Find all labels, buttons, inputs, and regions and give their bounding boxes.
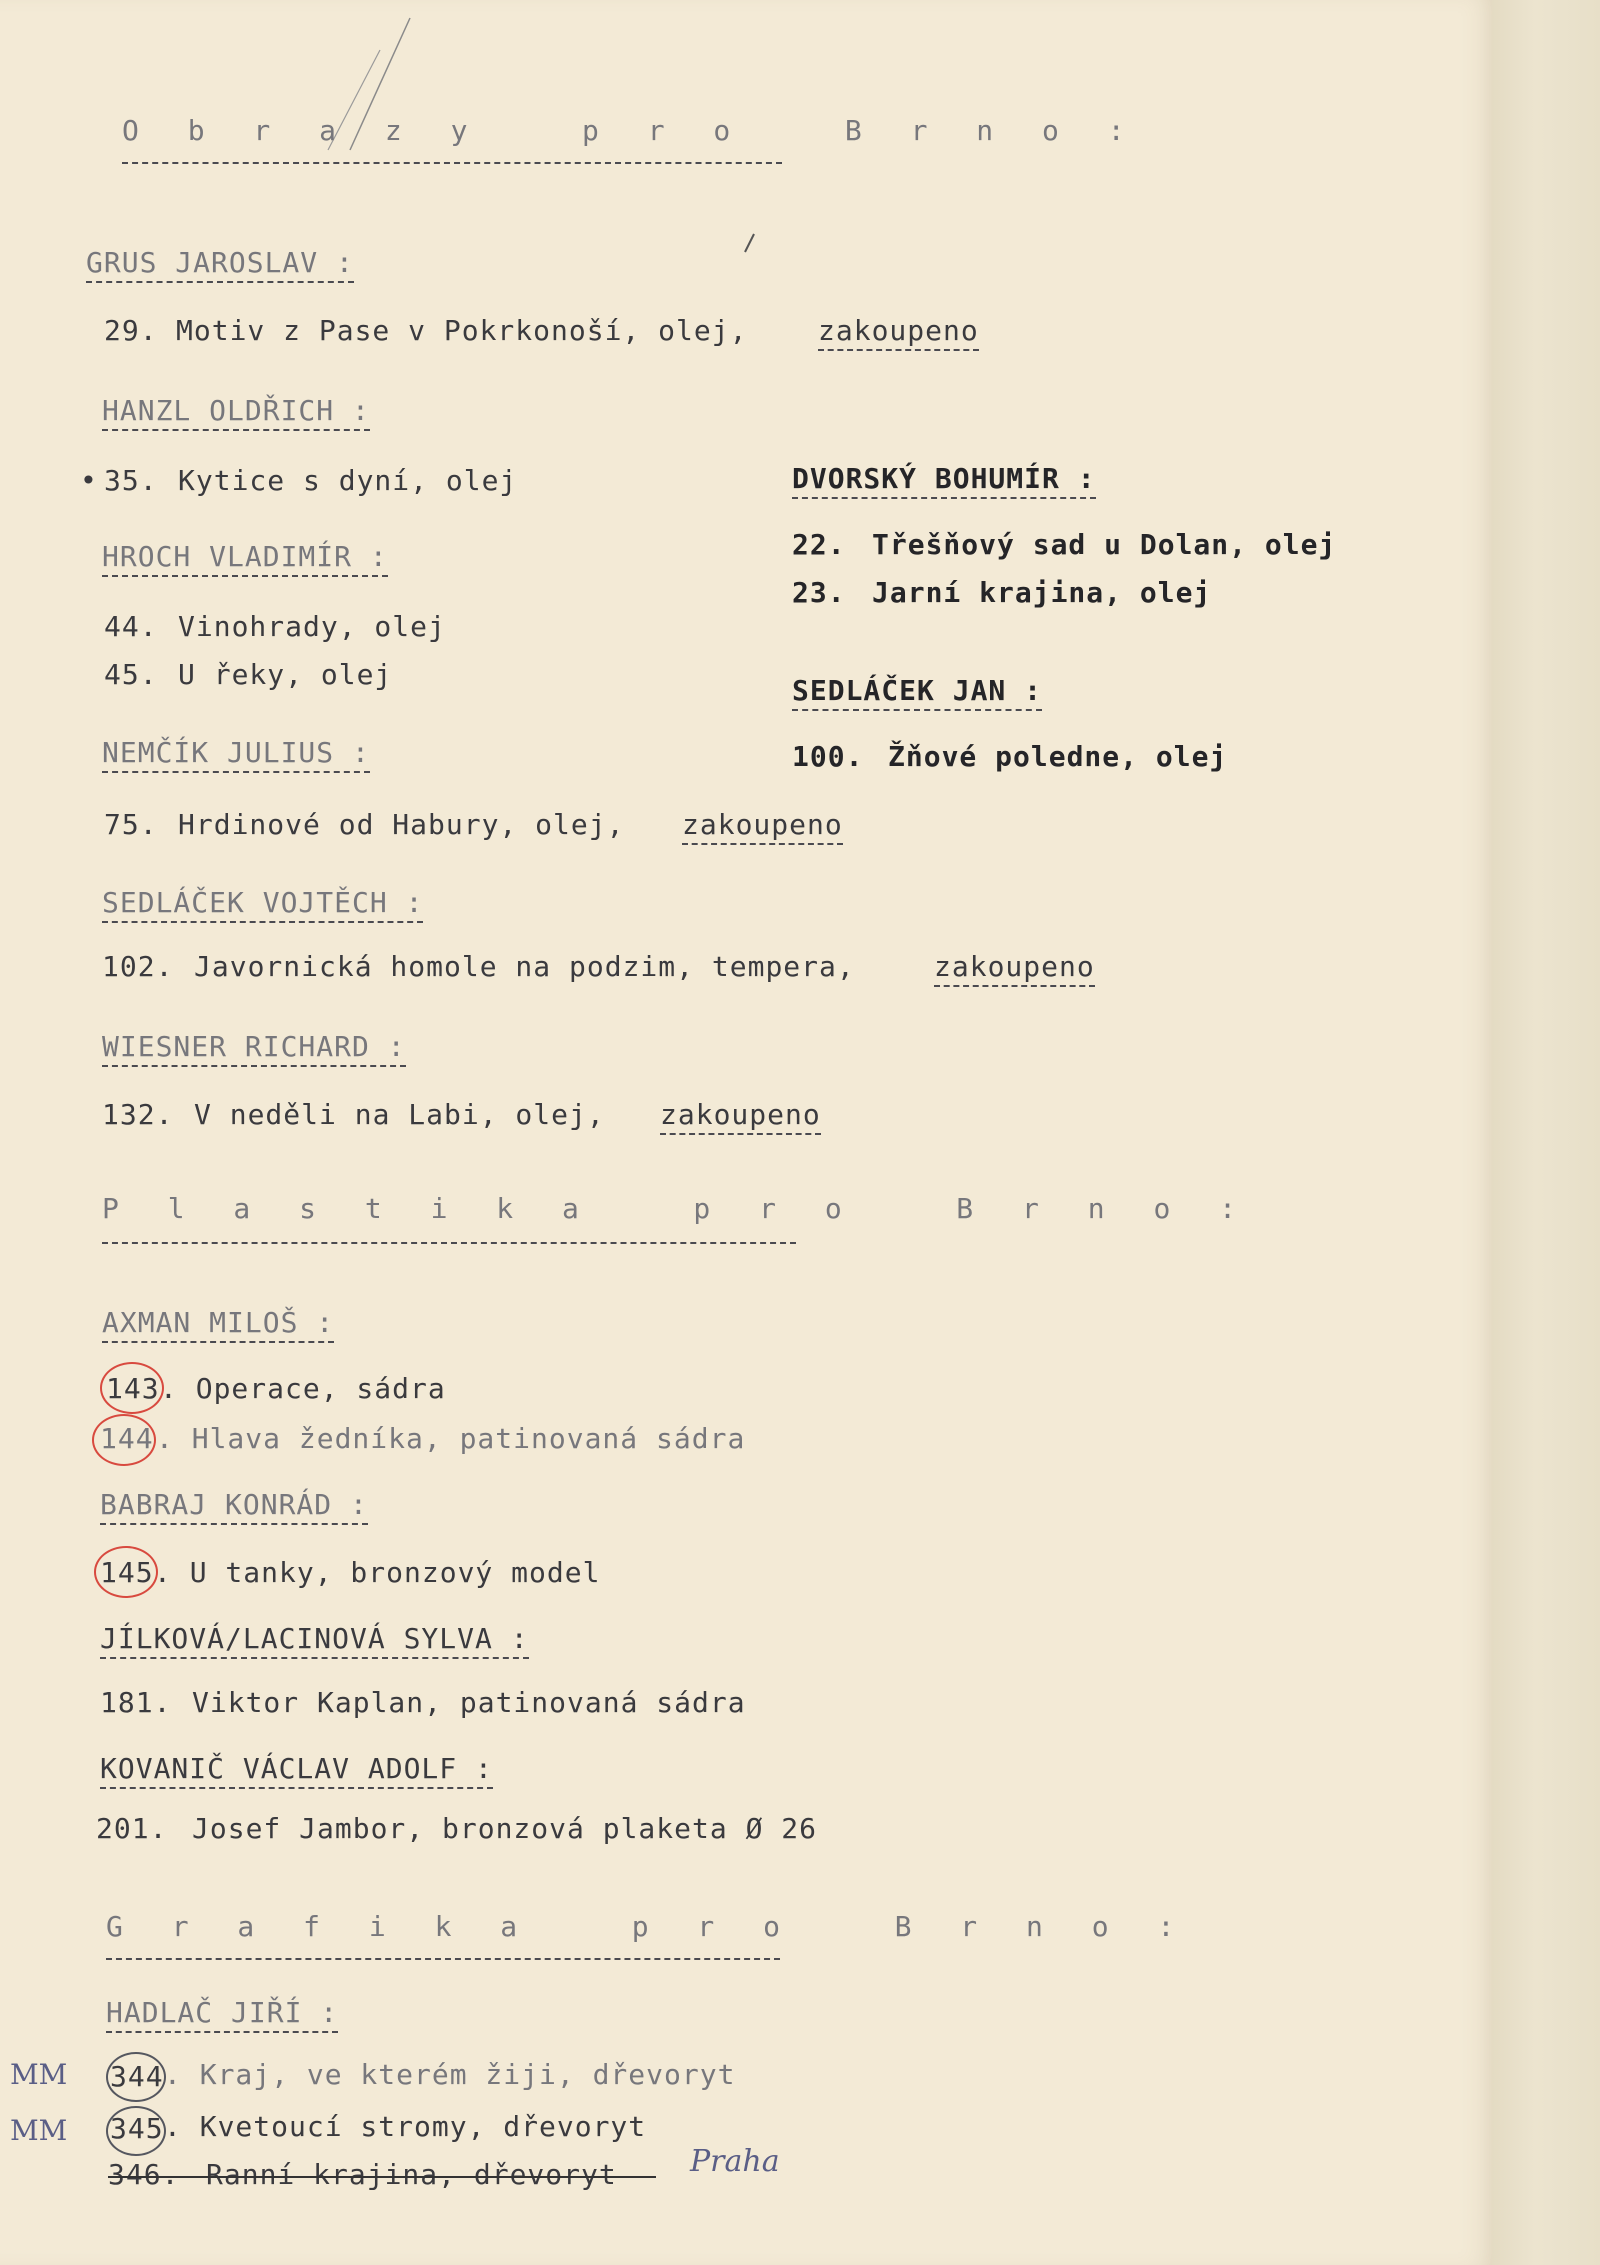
artwork-title: . Kvetoucí stromy, dřevoryt [164,2110,647,2143]
section-heading-grafika: G r a f i k a p r o B r n o : [106,1910,1191,1943]
section-underline [122,162,782,164]
section-heading-plastika: P l a s t i k a p r o B r n o : [102,1192,1253,1225]
artwork-number: 29. [104,314,158,347]
artist-name: GRUS JAROSLAV : [86,246,354,283]
artwork-number: 181. [100,1686,172,1719]
artist-name: SEDLÁČEK VOJTĚCH : [102,886,423,923]
artwork-number: 22. [792,528,846,561]
section-underline [102,1242,796,1244]
section-underline [106,1958,780,1960]
artist-name: HANZL OLDŘICH : [102,394,370,431]
artist-name: JÍLKOVÁ/LACINOVÁ SYLVA : [100,1622,529,1659]
artwork-number: 44. [104,610,158,643]
bullet-mark: • [80,464,98,497]
purchased-status: zakoupeno [682,808,843,845]
artwork-title: Viktor Kaplan, patinovaná sádra [192,1686,746,1719]
artwork-number: 45. [104,658,158,691]
artwork-number: 346. [108,2158,180,2191]
artwork-number: 201. [96,1812,168,1845]
artist-name: DVORSKÝ BOHUMÍR : [792,462,1096,499]
purchased-status: zakoupeno [818,314,979,351]
artist-name: HADLAČ JIŘÍ : [106,1996,338,2033]
artwork-title: Josef Jambor, bronzová plaketa Ø 26 [192,1812,818,1845]
artist-name: WIESNER RICHARD : [102,1030,406,1067]
artwork-title: Motiv z Pase v Pokrkonoší, olej, [176,314,748,347]
artwork-title: V neděli na Labi, olej, [194,1098,605,1131]
artwork-title: . Kraj, ve kterém žiji, dřevoryt [164,2058,736,2091]
page-edge [1492,0,1600,2265]
artist-name: BABRAJ KONRÁD : [100,1488,368,1525]
artwork-number: 35. [104,464,158,497]
purchased-status: zakoupeno [660,1098,821,1135]
artwork-number: 345 [110,2112,164,2145]
handwritten-note: Praha [690,2144,780,2179]
section-heading-obrazy: O b r a z y p r o B r n o : [122,114,1141,147]
artwork-title: . Hlava žedníka, patinovaná sádra [156,1422,746,1455]
artwork-title: Kytice s dyní, olej [178,464,518,497]
artwork-title: Vinohrady, olej [178,610,446,643]
artist-name: SEDLÁČEK JAN : [792,674,1042,711]
artwork-number: 143 [106,1372,160,1405]
artwork-number: 145 [100,1556,154,1589]
artist-name: AXMAN MILOŠ : [102,1306,334,1343]
artwork-title: Hrdinové od Habury, olej, [178,808,625,841]
artist-name: NEMČÍK JULIUS : [102,736,370,773]
artist-name: HROCH VLADIMÍR : [102,540,388,577]
pencil-tick-mark [740,232,760,256]
artwork-title: Žňové poledne, olej [888,740,1228,773]
handwritten-initials: MM [10,2114,68,2147]
artwork-number: 102. [102,950,174,983]
strikethrough-line [108,2176,656,2178]
handwritten-initials: MM [10,2058,68,2091]
artwork-number: 23. [792,576,846,609]
artwork-title: Javornická homole na podzim, tempera, [194,950,855,983]
artwork-title: . Operace, sádra [160,1372,446,1405]
artwork-number: 132. [102,1098,174,1131]
artwork-title: Ranní krajina, dřevoryt [206,2158,617,2191]
artwork-title: Třešňový sad u Dolan, olej [872,528,1337,561]
artwork-title: . U tanky, bronzový model [154,1556,601,1589]
artist-name: KOVANIČ VÁCLAV ADOLF : [100,1752,493,1789]
artwork-number: 344 [110,2060,164,2093]
artwork-number: 144 [100,1422,154,1455]
artwork-number: 100. [792,740,864,773]
artwork-number: 75. [104,808,158,841]
artwork-title: U řeky, olej [178,658,393,691]
artwork-title: Jarní krajina, olej [872,576,1212,609]
purchased-status: zakoupeno [934,950,1095,987]
